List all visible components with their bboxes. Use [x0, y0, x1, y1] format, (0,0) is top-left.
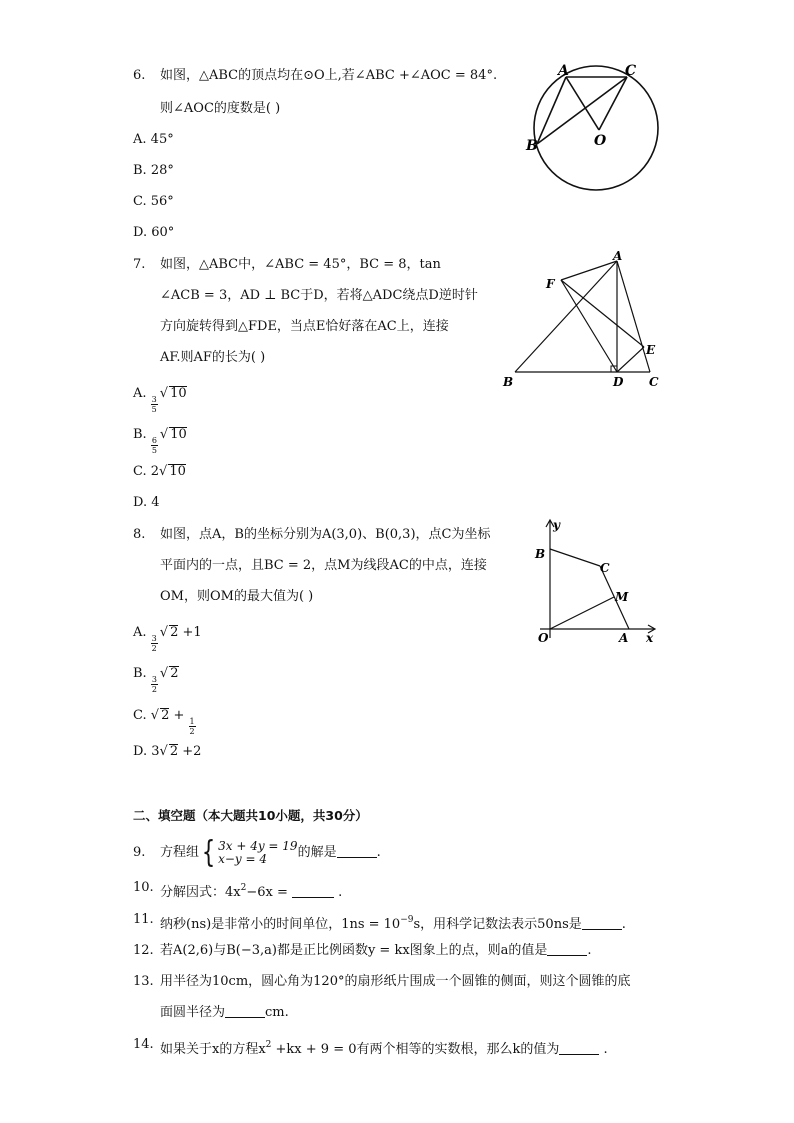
q7-option-b: B. $\frac{6}{5}$ √ 10 — [133, 427, 187, 455]
q12-answer-blank[interactable] — [547, 941, 587, 956]
q14-answer-blank[interactable] — [559, 1040, 599, 1055]
label-f: F — [546, 277, 555, 291]
segment-oc — [599, 77, 627, 130]
q7-number: 7. — [133, 257, 146, 272]
segment-om — [550, 597, 614, 629]
q7-option-c: C. 2√ 10 — [133, 464, 186, 479]
q6-option-c: C. 56° — [133, 194, 174, 209]
segment-ab — [515, 261, 617, 372]
q13-number: 13. — [133, 974, 154, 989]
segment-ao — [566, 77, 599, 130]
label-y: y — [553, 518, 560, 532]
label-m: M — [615, 590, 629, 604]
q12-number: 12. — [133, 943, 154, 958]
q8-stem-line-2: 平面内的一点，且BC = 2，点M为线段AC的中点，连接 — [160, 558, 487, 573]
q6-option-b: B. 28° — [133, 163, 174, 178]
label-b: B — [503, 375, 514, 389]
q11-number: 11. — [133, 912, 154, 927]
q9-answer-blank[interactable] — [337, 843, 377, 858]
q14-text: 如果关于x的方程$x^2 +kx + 9 = 0$有两个相等的实数根，那么k的值为 . — [160, 1040, 608, 1057]
circle-o — [534, 66, 658, 190]
section-2-heading: 二、填空题（本大题共10小题，共30分） — [133, 808, 368, 823]
q11-answer-blank[interactable] — [582, 915, 622, 930]
q9-text: 方程组 { 3x + 4y = 19 x−y = 4 的解是 . — [160, 834, 381, 870]
q8-stem-line-1: 如图，点A，B的坐标分别为A(3,0)、B(0,3)，点C为坐标 — [160, 527, 491, 542]
label-x: x — [646, 631, 654, 645]
q8-option-c: C. √ 2 + $\frac{1}{2}$ — [133, 708, 195, 736]
q7-stem-line-3: 方向旋转得到△FDE，当点E恰好落在AC上，连接 — [160, 319, 449, 334]
q6-number: 6. — [133, 68, 146, 83]
segment-fd — [561, 280, 617, 372]
label-o: O — [538, 631, 549, 645]
q13-text-line-2: 面圆半径为 cm. — [160, 1005, 289, 1020]
q14-number: 14. — [133, 1037, 154, 1052]
label-a: A — [558, 63, 569, 79]
q8-coordinate-figure — [522, 515, 667, 650]
q7-option-a: A. $\frac{3}{5}$ √ 10 — [133, 386, 187, 414]
q8-option-b: B. $\frac{3}{2}$ √ 2 — [133, 666, 179, 694]
label-b: B — [526, 138, 538, 154]
q6-stem-line-1: 如图，△ABC的顶点均在⊙O上,若∠ABC +∠AOC = 84°. — [160, 68, 498, 83]
label-e: E — [646, 343, 656, 357]
q11-text: 纳秒(ns)是非常小的时间单位，$1ns = 10^{-9}s$，用科学记数法表示50ns是 . — [160, 915, 626, 932]
q8-option-a: A. $\frac{3}{2}$ √ 2 +1 — [133, 625, 202, 653]
q8-option-d: D. 3√ 2 +2 — [133, 744, 202, 759]
label-c: C — [600, 561, 610, 575]
label-b: B — [535, 547, 546, 561]
q12-text: 若A(2,6)与B(−3,a)都是正比例函数y = kx图象上的点，则a的值是 . — [160, 943, 592, 958]
q10-text: 分解因式：$4x^2-6x$ = . — [160, 883, 343, 900]
q6-circle-figure — [520, 58, 670, 194]
q7-stem-line-1: 如图，△ABC中，∠ABC = 45°，BC = 8，tan — [160, 257, 441, 272]
label-a: A — [619, 631, 629, 645]
q6-option-d: D. 60° — [133, 225, 175, 240]
label-c: C — [625, 63, 637, 79]
segment-de — [617, 347, 644, 372]
label-d: D — [613, 375, 624, 389]
q10-number: 10. — [133, 880, 154, 895]
q7-triangle-figure — [500, 245, 670, 395]
q7-stem-line-2: ∠ACB = 3，AD ⊥ BC于D，若将△ADC绕点D逆时针 — [160, 288, 478, 303]
label-c: C — [649, 375, 659, 389]
q9-number: 9. — [133, 845, 146, 860]
q8-number: 8. — [133, 527, 146, 542]
q6-option-a: A. 45° — [133, 132, 174, 147]
segment-fe — [561, 280, 644, 347]
label-a: A — [613, 249, 623, 263]
q13-text-line-1: 用半径为10cm，圆心角为120°的扇形纸片围成一个圆锥的侧面，则这个圆锥的底 — [160, 974, 631, 989]
q7-stem-line-4: AF.则AF的长为( ) — [160, 350, 266, 365]
q7-option-d: D. 4 — [133, 495, 160, 510]
q10-answer-blank[interactable] — [292, 883, 334, 898]
q8-stem-line-3: OM，则OM的最大值为( ) — [160, 589, 314, 604]
equation-system: { 3x + 4y = 19 x−y = 4 — [201, 834, 298, 870]
q13-answer-blank[interactable] — [225, 1003, 265, 1018]
segment-bc — [550, 549, 600, 566]
q6-stem-line-2: 则∠AOC的度数是( ) — [160, 101, 281, 116]
label-o: O — [594, 133, 607, 149]
